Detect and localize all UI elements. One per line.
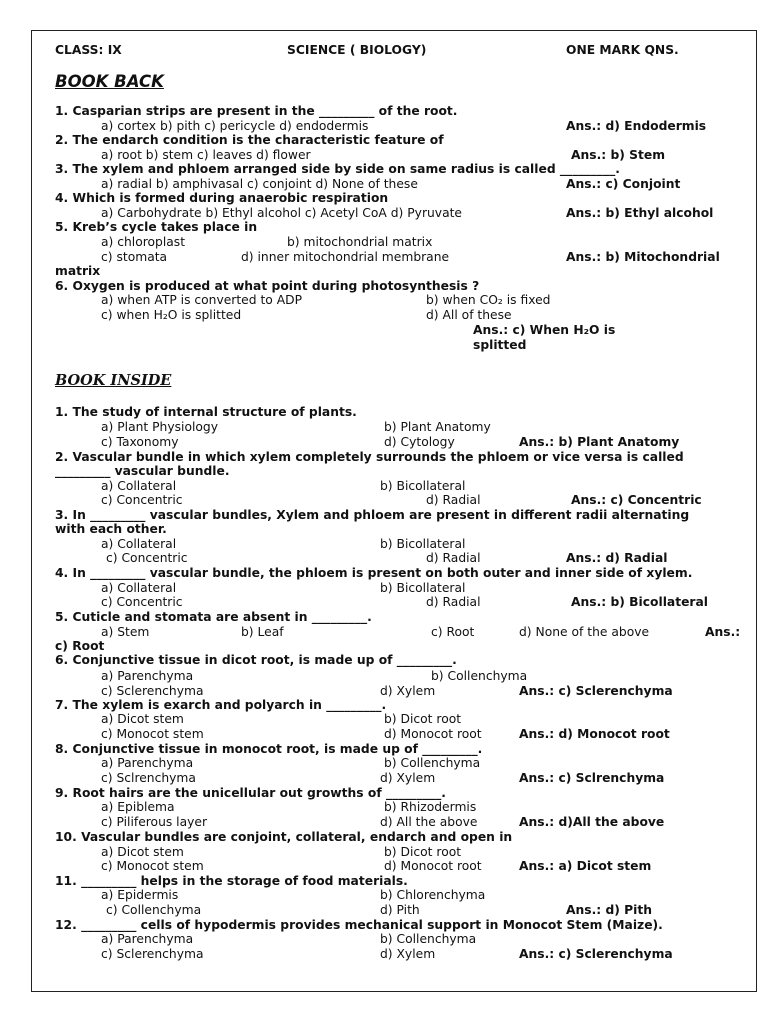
bb-q3-options: a) radial b) amphivasal c) conjoint d) None of these: [101, 177, 418, 191]
bi-q2-option-d: d) Radial: [426, 493, 481, 507]
bb-q5-option-c: c) stomata: [101, 250, 168, 264]
bi-q3-option-c: c) Concentric: [106, 551, 188, 565]
bi-q11-option-a: a) Epidermis: [101, 888, 179, 902]
bi-q11-option-b: b) Chlorenchyma: [380, 888, 486, 902]
bb-q2-answer: Ans.: b) Stem: [571, 148, 666, 162]
bb-q2-options: a) root b) stem c) leaves d) flower: [101, 148, 311, 162]
bi-q8-answer: Ans.: c) Sclrenchyma: [519, 771, 665, 785]
bi-q10-option-a: a) Dicot stem: [101, 845, 184, 859]
bi-q8-option-b: b) Collenchyma: [384, 756, 481, 770]
section-title-book-inside: BOOK INSIDE: [55, 372, 172, 389]
bi-q9-option-a: a) Epiblema: [101, 800, 175, 814]
bi-q1-question: 1. The study of internal structure of plants.: [55, 405, 357, 419]
bi-q1-option-d: d) Cytology: [384, 435, 455, 449]
bi-q6-option-d: d) Xylem: [380, 684, 436, 698]
bb-q5-answer-continued: matrix: [55, 264, 101, 278]
bi-q12-option-b: b) Collenchyma: [380, 932, 477, 946]
bi-q5-option-d: d) None of the above: [519, 625, 650, 639]
bi-q5-option-c: c) Root: [431, 625, 475, 639]
bi-q10-question: 10. Vascular bundles are conjoint, collateral, endarch and open in: [55, 830, 513, 844]
bi-q2-question: 2. Vascular bundle in which xylem completely surrounds the phloem or vice versa is called: [55, 450, 684, 464]
bi-q9-option-b: b) Rhizodermis: [384, 800, 477, 814]
bi-q3-answer: Ans.: d) Radial: [566, 551, 668, 565]
bi-q10-option-d: d) Monocot root: [384, 859, 482, 873]
bb-q5-answer: Ans.: b) Mitochondrial: [566, 250, 720, 264]
bi-q12-question: 12. _________ cells of hypodermis provides mechanical support in Monocot Stem (Maize).: [55, 918, 663, 932]
bi-q11-answer: Ans.: d) Pith: [566, 903, 653, 917]
bi-q4-option-b: b) Bicollateral: [380, 581, 466, 595]
bi-q9-answer: Ans.: d)All the above: [519, 815, 665, 829]
bi-q6-option-a: a) Parenchyma: [101, 669, 194, 683]
bb-q1-question: 1. Casparian strips are present in the _________ of the root.: [55, 104, 458, 118]
bi-q7-answer: Ans.: d) Monocot root: [519, 727, 670, 741]
bi-q2-option-a: a) Collateral: [101, 479, 177, 493]
bb-q6-option-c: c) when H₂O is splitted: [101, 308, 242, 322]
section-title-book-back: BOOK BACK: [55, 72, 164, 91]
bb-q6-answer: Ans.: c) When H₂O is: [473, 323, 616, 337]
bi-q2-option-b: b) Bicollateral: [380, 479, 466, 493]
bi-q12-answer: Ans.: c) Sclerenchyma: [519, 947, 673, 961]
bi-q3-option-b: b) Bicollateral: [380, 537, 466, 551]
bi-q4-option-a: a) Collateral: [101, 581, 177, 595]
bi-q1-option-a: a) Plant Physiology: [101, 420, 218, 434]
bi-q4-option-c: c) Concentric: [101, 595, 183, 609]
bb-q3-answer: Ans.: c) Conjoint: [566, 177, 681, 191]
bi-q7-option-d: d) Monocot root: [384, 727, 482, 741]
bi-q1-option-c: c) Taxonomy: [101, 435, 179, 449]
bi-q10-answer: Ans.: a) Dicot stem: [519, 859, 652, 873]
bi-q4-answer: Ans.: b) Bicollateral: [571, 595, 709, 609]
bi-q6-answer: Ans.: c) Sclerenchyma: [519, 684, 673, 698]
bi-q2-answer: Ans.: c) Concentric: [571, 493, 702, 507]
bi-q8-option-a: a) Parenchyma: [101, 756, 194, 770]
bb-q4-options: a) Carbohydrate b) Ethyl alcohol c) Acetyl CoA d) Pyruvate: [101, 206, 462, 220]
bi-q8-option-d: d) Xylem: [380, 771, 436, 785]
bi-q5-option-b: b) Leaf: [241, 625, 284, 639]
bb-q1-options: a) cortex b) pith c) pericycle d) endodermis: [101, 119, 369, 133]
bi-q2-option-c: c) Concentric: [101, 493, 183, 507]
bi-q6-option-c: c) Sclerenchyma: [101, 684, 204, 698]
bb-q5-question: 5. Kreb’s cycle takes place in: [55, 220, 258, 234]
bi-q11-option-c: c) Collenchyma: [106, 903, 202, 917]
bi-q7-option-b: b) Dicot root: [384, 712, 462, 726]
bb-q6-option-b: b) when CO₂ is fixed: [426, 293, 551, 307]
bi-q12-option-d: d) Xylem: [380, 947, 436, 961]
bi-q12-option-c: c) Sclerenchyma: [101, 947, 204, 961]
bi-q5-question: 5. Cuticle and stomata are absent in _________.: [55, 610, 372, 624]
bb-q3-question: 3. The xylem and phloem arranged side by side on same radius is called _________.: [55, 162, 620, 176]
bb-q6-option-a: a) when ATP is converted to ADP: [101, 293, 303, 307]
bb-q1-answer: Ans.: d) Endodermis: [566, 119, 707, 133]
bi-q3-option-d: d) Radial: [426, 551, 481, 565]
question-type-label: ONE MARK QNS.: [566, 43, 679, 57]
bi-q1-answer: Ans.: b) Plant Anatomy: [519, 435, 680, 449]
bi-q5-answer: Ans.:: [705, 625, 741, 639]
bb-q6-question: 6. Oxygen is produced at what point during photosynthesis ?: [55, 279, 480, 293]
bi-q11-option-d: d) Pith: [380, 903, 420, 917]
bi-q9-option-d: d) All the above: [380, 815, 478, 829]
bi-q5-option-a: a) Stem: [101, 625, 150, 639]
bb-q4-question: 4. Which is formed during anaerobic respiration: [55, 191, 389, 205]
bb-q4-answer: Ans.: b) Ethyl alcohol: [566, 206, 714, 220]
bi-q6-question: 6. Conjunctive tissue in dicot root, is made up of _________.: [55, 653, 457, 667]
bi-q4-question: 4. In _________ vascular bundle, the phloem is present on both outer and inner side of xylem.: [55, 566, 693, 580]
bb-q5-option-b: b) mitochondrial matrix: [287, 235, 433, 249]
bi-q9-option-c: c) Piliferous layer: [101, 815, 208, 829]
bi-q11-question: 11. _________ helps in the storage of food materials.: [55, 874, 408, 888]
bb-q6-option-d: d) All of these: [426, 308, 512, 322]
bi-q3-question: 3. In _________ vascular bundles, Xylem and phloem are present in different radii alternating: [55, 508, 690, 522]
bi-q8-question: 8. Conjunctive tissue in monocot root, is made up of _________.: [55, 742, 483, 756]
bb-q5-option-d: d) inner mitochondrial membrane: [241, 250, 450, 264]
bi-q9-question: 9. Root hairs are the unicellular out growths of _________.: [55, 786, 446, 800]
bi-q1-option-b: b) Plant Anatomy: [384, 420, 491, 434]
class-label: CLASS: IX: [55, 43, 122, 57]
bi-q7-option-c: c) Monocot stem: [101, 727, 204, 741]
bb-q5-option-a: a) chloroplast: [101, 235, 186, 249]
bi-q6-option-b: b) Collenchyma: [431, 669, 528, 683]
bi-q5-answer-continued: c) Root: [55, 639, 105, 653]
bi-q4-option-d: d) Radial: [426, 595, 481, 609]
bi-q3-question-continued: with each other.: [55, 522, 167, 536]
bi-q10-option-c: c) Monocot stem: [101, 859, 204, 873]
bi-q12-option-a: a) Parenchyma: [101, 932, 194, 946]
bi-q2-question-continued: _________ vascular bundle.: [55, 464, 230, 478]
bi-q3-option-a: a) Collateral: [101, 537, 177, 551]
bi-q8-option-c: c) Sclrenchyma: [101, 771, 196, 785]
bi-q7-option-a: a) Dicot stem: [101, 712, 184, 726]
bi-q10-option-b: b) Dicot root: [384, 845, 462, 859]
bi-q7-question: 7. The xylem is exarch and polyarch in _________.: [55, 698, 387, 712]
bb-q6-answer-continued: splitted: [473, 338, 527, 352]
subject-label: SCIENCE ( BIOLOGY): [287, 43, 427, 57]
bb-q2-question: 2. The endarch condition is the characteristic feature of: [55, 133, 444, 147]
